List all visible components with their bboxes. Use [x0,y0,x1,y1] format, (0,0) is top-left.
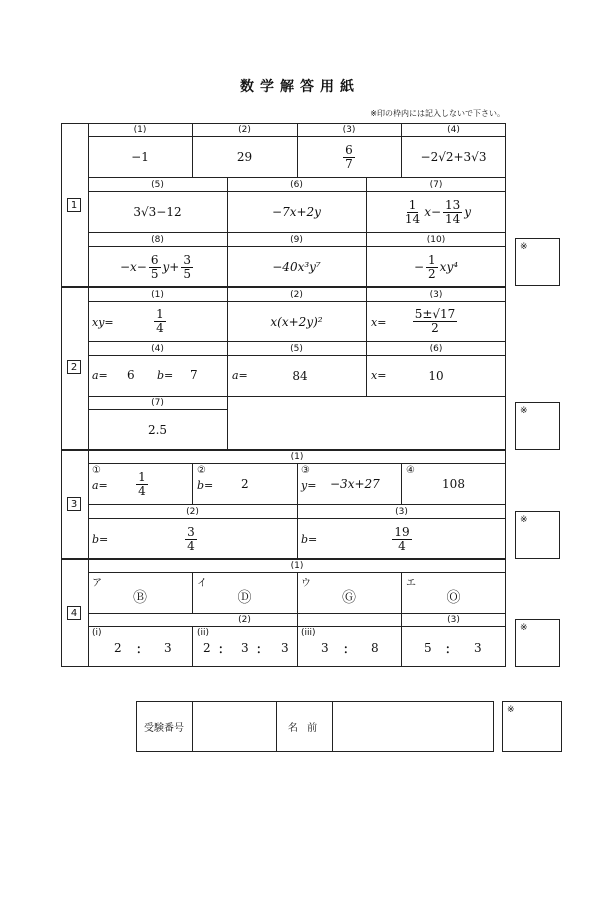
q4-2-i-right: 3 [164,641,172,655]
q1-5-header: (5) [151,180,164,190]
q1-8-header: (8) [151,235,164,245]
exam-number-field[interactable] [193,702,275,751]
q1-4-answer: −2√2+3√3 [420,150,487,164]
q2-3-header: (3) [429,290,443,300]
q4-1-kana-a: ア [92,578,102,589]
q1-10-answer: − $\frac{1}{2}$ xy⁴ [413,252,459,281]
score-box-total: ※ [502,701,562,752]
q1-7-header: (7) [429,180,443,190]
q3-1-y-label: y= [301,479,317,492]
q4-3-left: 5 [424,641,432,655]
q4-2-iii-label: (iii) [301,628,316,638]
q3-1-circle-2: ② [197,465,206,476]
q2-6-answer: 10 [428,369,444,383]
q4-1-kana-e: エ [406,578,416,589]
q3-1-y-answer: −3x+27 [330,477,380,491]
q3-1-4-answer: 108 [442,477,465,491]
score-box-q4: ※ [515,619,560,667]
exam-number-label: 受験番号 [144,723,184,734]
q2-2-answer: x(x+2y)² [270,314,323,329]
q3-2-answer: $\frac{3}{4}$ [187,524,195,553]
q3-2-b-label: b= [92,533,109,546]
name-label: 名 前 [287,723,321,734]
q2-4-a-answer: 6 [127,368,135,382]
q3-3-answer: $\frac{19}{4}$ [394,524,410,553]
q2-1-header: (1) [151,290,164,300]
q4-1-i-answer: Ⓓ [237,589,252,606]
q2-4-b-label: b= [157,369,174,382]
q1-1-answer: −1 [131,150,149,164]
q1-3-header: (3) [342,125,356,135]
q2-6-label: x= [371,369,387,382]
q3-3-header: (3) [395,507,408,517]
q4-2-header: (2) [238,615,251,625]
q1-3-answer: $\frac{6}{7}$ [345,142,353,171]
q2-2-header: (2) [290,290,303,300]
q1-number: 1 [67,198,81,212]
q4-1-a-answer: Ⓑ [133,589,147,606]
q1-2-header: (2) [238,125,251,135]
q3-number: 3 [67,497,81,511]
q3-1-header: (1) [290,452,304,462]
q2-4-a-label: a= [92,369,108,382]
q4-2-ii-colon-1: ： [218,642,231,656]
q1-1-header: (1) [133,125,147,135]
q4-3-colon: ： [445,642,458,656]
q2-4-b-answer: 7 [190,368,198,382]
q4-1-header: (1) [290,561,304,571]
q3-1-a-answer: $\frac{1}{4}$ [138,469,146,498]
q2-5-label: a= [232,369,248,382]
q4-3-header: (3) [447,615,460,625]
q1-2-answer: 29 [236,150,253,164]
q2-7-header: (7) [151,398,164,408]
page-title: 数学解答用紙 [240,79,360,95]
q4-2-i-left: 2 [114,641,122,655]
q2-number: 2 [67,360,81,374]
q4-1-kana-i: イ [197,578,207,589]
name-field[interactable] [333,702,493,751]
q4-1-e-answer: Ⓞ [446,589,461,606]
q3-3-b-label: b= [301,533,318,546]
q1-10-header: (10) [426,235,446,245]
q2-6-header: (6) [429,344,443,354]
q4-2-ii-colon-2: ： [256,642,269,656]
q4-3-right: 3 [474,641,482,655]
instruction-note: ※印の枠内には記入しないで下さい。 [370,109,505,118]
q1-5-answer: 3√3−12 [133,205,182,219]
q2-5-answer: 84 [292,369,308,383]
q3-2-header: (2) [186,507,199,517]
q1-6-header: (6) [290,180,303,190]
q4-2-iii-left: 3 [321,641,329,655]
q4-2-i-colon: ： [136,642,149,656]
q2-5-header: (5) [290,344,303,354]
q4-number: 4 [67,606,81,620]
q1-8-answer: −x− $\frac{6}{5}$ y+ $\frac{3}{5}$ [119,252,191,281]
q4-1-u-answer: Ⓖ [342,589,356,606]
q4-2-iii-colon: ： [343,642,356,656]
score-box-q3: ※ [515,511,560,559]
q4-2-i-label: (i) [92,628,102,638]
q4-2-ii-2: 3 [241,641,249,655]
q4-1-kana-u: ウ [301,578,311,589]
q1-9-answer: −40x³y⁷ [272,260,321,274]
q2-4-header: (4) [151,344,164,354]
score-box-q1: ※ [515,238,560,286]
q1-9-header: (9) [290,235,303,245]
q3-1-circle-4: ④ [406,465,415,476]
q2-3-label: x= [371,316,387,329]
q1-4-header: (4) [447,125,460,135]
q2-1-answer: $\frac{1}{4}$ [156,307,164,335]
q2-7-answer: 2.5 [147,423,168,437]
q3-1-b-answer: 2 [241,477,249,491]
q4-2-ii-3: 3 [281,641,289,655]
q1-6-answer: −7x+2y [272,205,321,219]
q4-2-ii-1: 2 [203,641,211,655]
q4-2-iii-right: 8 [371,641,379,655]
q4-2-ii-label: (ii) [197,628,210,638]
q3-1-a-label: a= [92,479,108,492]
q3-1-b-label: b= [197,479,214,492]
q2-3-answer: $\frac{5\pm√17}{2}$ [414,307,456,335]
score-box-q2: ※ [515,402,560,450]
q3-1-circle-3: ③ [301,465,310,476]
q1-7-answer: $\frac{1}{14}$ x− $\frac{13}{14}$ y [404,197,472,226]
q3-1-circle-1: ① [92,465,101,476]
q2-1-label: xy= [92,316,114,329]
